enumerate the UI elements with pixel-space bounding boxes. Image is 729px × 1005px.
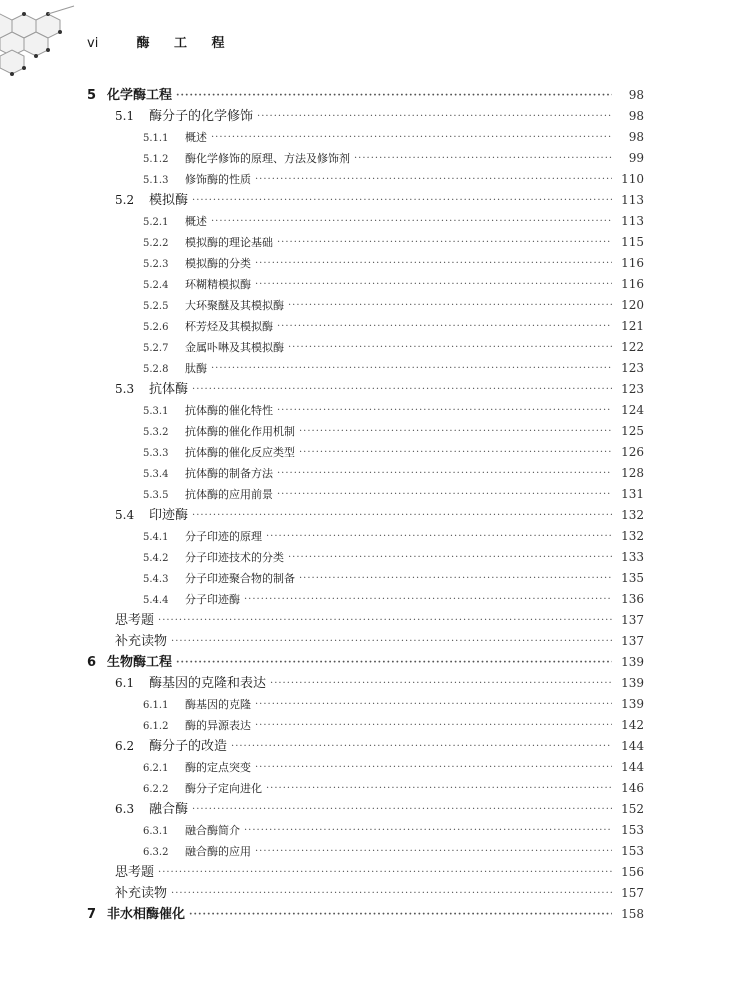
toc-entry-number: 5.4.4 — [143, 594, 169, 606]
toc-entry-number: 6.2 — [115, 739, 135, 753]
toc-entry[interactable] — [143, 421, 644, 442]
toc-entry-label — [143, 127, 207, 149]
toc-entry-label — [115, 883, 167, 904]
toc-entry-number: 5.1.2 — [143, 153, 169, 165]
toc-entry-page-number: 142 — [621, 718, 644, 732]
toc-entry-title: 酶分子定向进化 — [185, 781, 262, 795]
toc-entry-label — [87, 652, 172, 673]
toc-entry[interactable] — [143, 484, 644, 505]
dot-leader — [277, 484, 612, 505]
dot-leader — [211, 211, 612, 232]
dot-leader — [277, 316, 612, 337]
toc-entry[interactable] — [115, 736, 644, 757]
toc-entry-number: 7 — [87, 907, 97, 922]
toc-entry[interactable] — [143, 526, 644, 547]
toc-entry[interactable] — [143, 841, 644, 862]
toc-entry-title: 抗体酶的催化反应类型 — [185, 445, 295, 459]
running-header — [87, 32, 235, 51]
toc-entry-label — [143, 442, 295, 464]
toc-entry-title: 抗体酶的应用前景 — [185, 487, 273, 501]
toc-entry-page-number: 157 — [621, 886, 644, 900]
toc-entry-title: 肽酶 — [185, 361, 207, 375]
toc-entry[interactable] — [87, 652, 644, 673]
dot-leader — [176, 652, 612, 673]
toc-entry[interactable] — [115, 610, 644, 631]
toc-entry[interactable] — [143, 589, 644, 610]
toc-entry-label — [143, 463, 273, 485]
toc-entry-title: 酶基因的克隆和表达 — [149, 676, 267, 691]
toc-entry-number: 5.3.1 — [143, 405, 169, 417]
toc-entry-number: 5.3.4 — [143, 468, 169, 480]
dot-leader — [255, 715, 612, 736]
toc-entry[interactable] — [143, 694, 644, 715]
header-book-title: 酶 工 程 — [136, 36, 235, 51]
toc-entry-page-number: 139 — [621, 655, 644, 669]
dot-leader — [288, 547, 612, 568]
toc-entry-label — [143, 778, 262, 800]
dot-leader — [270, 673, 612, 694]
dot-leader — [255, 274, 612, 295]
dot-leader — [299, 568, 612, 589]
toc-entry-page-number: 123 — [621, 382, 644, 396]
dot-leader — [266, 526, 612, 547]
toc-entry-title: 酶基因的克隆 — [185, 697, 251, 711]
toc-entry-number: 5.2.3 — [143, 258, 169, 270]
toc-entry-label — [143, 169, 251, 191]
toc-entry-number: 6.3 — [115, 802, 135, 816]
toc-entry[interactable] — [115, 379, 644, 400]
toc-entry-title: 金属卟啉及其模拟酶 — [185, 340, 284, 354]
toc-entry-page-number: 132 — [621, 508, 644, 522]
toc-entry-title: 印迹酶 — [149, 508, 189, 523]
toc-entry-title: 环糊精模拟酶 — [185, 277, 251, 291]
toc-entry-number: 5.3.2 — [143, 426, 169, 438]
toc-entry-label — [87, 85, 172, 106]
toc-entry-label — [143, 421, 295, 443]
dot-leader — [211, 358, 612, 379]
toc-entry-title: 修饰酶的性质 — [185, 172, 251, 186]
toc-entry-label — [143, 148, 350, 170]
toc-entry-page-number: 152 — [621, 802, 644, 816]
toc-entry-page-number: 116 — [621, 256, 644, 270]
toc-entry-label — [143, 526, 262, 548]
toc-entry-page-number: 113 — [621, 214, 644, 228]
toc-entry-label — [143, 715, 251, 737]
dot-leader — [158, 610, 612, 631]
toc-entry[interactable] — [143, 568, 644, 589]
dot-leader — [231, 736, 612, 757]
toc-entry-title: 杯芳烃及其模拟酶 — [185, 319, 273, 333]
toc-entry-label — [143, 820, 240, 842]
toc-entry-page-number: 121 — [621, 319, 644, 333]
toc-entry-label — [115, 379, 188, 400]
toc-entry-number: 6 — [87, 655, 97, 670]
dot-leader — [255, 841, 612, 862]
toc-entry[interactable] — [143, 715, 644, 736]
toc-entry-title: 模拟酶 — [149, 193, 189, 208]
toc-entry-label — [115, 736, 227, 757]
toc-entry-number: 6.1.1 — [143, 699, 169, 711]
toc-entry-title: 抗体酶的催化特性 — [185, 403, 273, 417]
toc-entry-number: 5.4.1 — [143, 531, 169, 543]
toc-entry[interactable] — [115, 883, 644, 904]
toc-entry-number: 5.2.4 — [143, 279, 169, 291]
toc-entry-label — [143, 484, 273, 506]
toc-entry[interactable] — [143, 316, 644, 337]
dot-leader — [192, 505, 612, 526]
toc-entry-page-number: 122 — [621, 340, 644, 354]
dot-leader — [192, 799, 612, 820]
toc-entry-label — [143, 400, 273, 422]
toc-entry-label — [115, 799, 188, 820]
toc-entry-label — [143, 232, 273, 254]
hexagon-logo-decoration — [0, 0, 80, 90]
toc-entry-title: 补充读物 — [115, 886, 168, 901]
toc-entry-page-number: 135 — [621, 571, 644, 585]
toc-entry-page-number: 98 — [628, 130, 644, 144]
toc-entry[interactable] — [115, 190, 644, 211]
toc-entry[interactable] — [143, 169, 644, 190]
toc-entry-page-number: 139 — [621, 697, 644, 711]
toc-entry-number: 5.2.8 — [143, 363, 169, 375]
toc-entry-page-number: 144 — [621, 739, 644, 753]
dot-leader — [299, 442, 612, 463]
toc-entry-page-number: 115 — [621, 235, 644, 249]
header-page-number: vi — [87, 36, 99, 51]
toc-entry-title: 抗体酶 — [149, 382, 189, 397]
toc-entry-label — [143, 337, 284, 359]
toc-entry-page-number: 153 — [621, 844, 644, 858]
toc-entry-number: 5.4 — [115, 508, 135, 522]
toc-entry-page-number: 99 — [628, 151, 644, 165]
toc-entry-number: 6.3.2 — [143, 846, 169, 858]
toc-entry-title: 酶分子的化学修饰 — [149, 109, 254, 124]
toc-entry-page-number: 123 — [621, 361, 644, 375]
toc-entry-page-number: 113 — [621, 193, 644, 207]
toc-entry-number: 5.1 — [115, 109, 135, 123]
toc-entry-title: 非水相酶催化 — [107, 907, 186, 922]
dot-leader — [288, 337, 612, 358]
dot-leader — [255, 757, 612, 778]
toc-entry-label — [115, 505, 188, 526]
toc-entry[interactable] — [143, 337, 644, 358]
toc-entry[interactable] — [143, 253, 644, 274]
toc-entry-title: 酶的异源表达 — [185, 718, 251, 732]
toc-entry-label — [143, 358, 207, 380]
dot-leader — [277, 463, 612, 484]
toc-entry-title: 大环聚醚及其模拟酶 — [185, 298, 284, 312]
toc-entry-page-number: 98 — [628, 88, 644, 102]
dot-leader — [244, 589, 612, 610]
toc-entry[interactable] — [143, 232, 644, 253]
toc-entry-number: 5.3.3 — [143, 447, 169, 459]
toc-entry[interactable] — [143, 547, 644, 568]
toc-entry-page-number: 131 — [621, 487, 644, 501]
toc-entry-number: 5.1.3 — [143, 174, 169, 186]
toc-entry-page-number: 137 — [621, 613, 644, 627]
toc-entry-title: 酶分子的改造 — [149, 739, 228, 754]
toc-entry-number: 5.2.1 — [143, 216, 169, 228]
toc-entry-number: 5.4.3 — [143, 573, 169, 585]
toc-entry-label — [115, 631, 167, 652]
dot-leader — [192, 190, 612, 211]
dot-leader — [277, 400, 612, 421]
toc-entry-number: 6.2.2 — [143, 783, 169, 795]
toc-entry-number: 5.2.5 — [143, 300, 169, 312]
toc-entry[interactable] — [143, 148, 644, 169]
toc-entry-title: 分子印迹的原理 — [185, 529, 262, 543]
toc-entry[interactable] — [143, 274, 644, 295]
toc-entry-title: 生物酶工程 — [107, 655, 173, 670]
toc-entry-title: 分子印迹技术的分类 — [185, 550, 284, 564]
toc-entry-page-number: 137 — [621, 634, 644, 648]
toc-entry-number: 6.1 — [115, 676, 135, 690]
toc-entry-number: 6.3.1 — [143, 825, 169, 837]
dot-leader — [299, 421, 612, 442]
toc-entry-page-number: 158 — [621, 907, 644, 921]
dot-leader — [158, 862, 612, 883]
toc-entry-number: 5.4.2 — [143, 552, 169, 564]
toc-entry-label — [143, 757, 251, 779]
toc-entry-label — [143, 274, 251, 296]
toc-entry-page-number: 125 — [621, 424, 644, 438]
toc-entry-title: 分子印迹酶 — [185, 592, 240, 606]
dot-leader — [255, 253, 612, 274]
toc-entry-title: 概述 — [185, 214, 207, 228]
dot-leader — [244, 820, 612, 841]
toc-entry-title: 抗体酶的制备方法 — [185, 466, 273, 480]
toc-entry-page-number: 116 — [621, 277, 644, 291]
dot-leader — [255, 169, 612, 190]
toc-entry-label — [143, 568, 295, 590]
toc-entry-title: 思考题 — [115, 613, 155, 628]
toc-entry[interactable] — [143, 400, 644, 421]
toc-entry-page-number: 120 — [621, 298, 644, 312]
toc-entry-label — [115, 190, 188, 211]
dot-leader — [277, 232, 612, 253]
toc-entry-title: 概述 — [185, 130, 207, 144]
toc-entry-number: 5.1.1 — [143, 132, 169, 144]
toc-entry-label — [143, 547, 284, 569]
toc-entry-page-number: 98 — [628, 109, 644, 123]
toc-entry-title: 融合酶 — [149, 802, 189, 817]
toc-entry-label — [143, 253, 251, 275]
toc-entry-page-number: 126 — [621, 445, 644, 459]
dot-leader — [257, 106, 612, 127]
toc-entry-title: 酶化学修饰的原理、方法及修饰剂 — [185, 151, 350, 165]
dot-leader — [171, 883, 612, 904]
dot-leader — [189, 904, 612, 925]
toc-entry-title: 思考题 — [115, 865, 155, 880]
toc-entry-page-number: 136 — [621, 592, 644, 606]
toc-entry[interactable] — [143, 358, 644, 379]
toc-entry-label — [143, 841, 251, 863]
toc-entry[interactable] — [143, 757, 644, 778]
toc-entry-number: 5.2 — [115, 193, 135, 207]
toc-entry-number: 5.2.7 — [143, 342, 169, 354]
toc-entry-page-number: 110 — [621, 172, 644, 186]
toc-entry[interactable] — [143, 295, 644, 316]
toc-entry-number: 5.3 — [115, 382, 135, 396]
toc-entry[interactable] — [115, 862, 644, 883]
toc-entry-number: 6.1.2 — [143, 720, 169, 732]
toc-entry-number: 5.2.2 — [143, 237, 169, 249]
toc-entry[interactable] — [115, 673, 644, 694]
toc-entry-label — [115, 106, 253, 127]
toc-entry-title: 模拟酶的分类 — [185, 256, 251, 270]
toc-entry-page-number: 133 — [621, 550, 644, 564]
toc-entry-page-number: 139 — [621, 676, 644, 690]
toc-entry-page-number: 128 — [621, 466, 644, 480]
toc-entry-title: 化学酶工程 — [107, 88, 173, 103]
dot-leader — [176, 85, 612, 106]
toc-entry[interactable] — [143, 442, 644, 463]
toc-entry-number: 5.3.5 — [143, 489, 169, 501]
toc-entry-label — [143, 295, 284, 317]
toc-entry-title: 补充读物 — [115, 634, 168, 649]
toc-entry-label — [115, 610, 154, 631]
toc-entry-label — [143, 694, 251, 716]
toc-entry-label — [143, 316, 273, 338]
dot-leader — [211, 127, 612, 148]
toc-entry-label — [87, 904, 185, 925]
toc-entry-label — [143, 211, 207, 233]
toc-entry-title: 融合酶简介 — [185, 823, 240, 837]
toc-entry-title: 酶的定点突变 — [185, 760, 251, 774]
toc-entry-title: 模拟酶的理论基础 — [185, 235, 273, 249]
toc-entry[interactable] — [115, 505, 644, 526]
dot-leader — [288, 295, 612, 316]
toc-entry[interactable] — [143, 778, 644, 799]
toc-entry-page-number: 124 — [621, 403, 644, 417]
toc-entry-title: 融合酶的应用 — [185, 844, 251, 858]
toc-entry-page-number: 132 — [621, 529, 644, 543]
dot-leader — [266, 778, 612, 799]
toc-entry-page-number: 153 — [621, 823, 644, 837]
dot-leader — [192, 379, 612, 400]
toc-entry-number: 6.2.1 — [143, 762, 169, 774]
toc-entry[interactable] — [87, 85, 644, 106]
toc-entry[interactable] — [115, 799, 644, 820]
toc-entry-label — [115, 673, 266, 694]
toc-entry-label — [143, 589, 240, 611]
dot-leader — [354, 148, 612, 169]
dot-leader — [171, 631, 612, 652]
toc-entry-page-number: 146 — [621, 781, 644, 795]
toc-entry[interactable] — [143, 820, 644, 841]
toc-entry[interactable] — [87, 904, 644, 925]
toc-entry[interactable] — [143, 127, 644, 148]
toc-entry[interactable] — [115, 631, 644, 652]
toc-entry-page-number: 156 — [621, 865, 644, 879]
toc-entry[interactable] — [115, 106, 644, 127]
toc-entry[interactable] — [143, 463, 644, 484]
toc-entry[interactable] — [143, 211, 644, 232]
toc-entry-title: 抗体酶的催化作用机制 — [185, 424, 295, 438]
toc-entry-page-number: 144 — [621, 760, 644, 774]
toc-entry-label — [115, 862, 154, 883]
toc-entry-number: 5 — [87, 88, 97, 103]
dot-leader — [255, 694, 612, 715]
toc-entry-number: 5.2.6 — [143, 321, 169, 333]
toc-entry-title: 分子印迹聚合物的制备 — [185, 571, 295, 585]
